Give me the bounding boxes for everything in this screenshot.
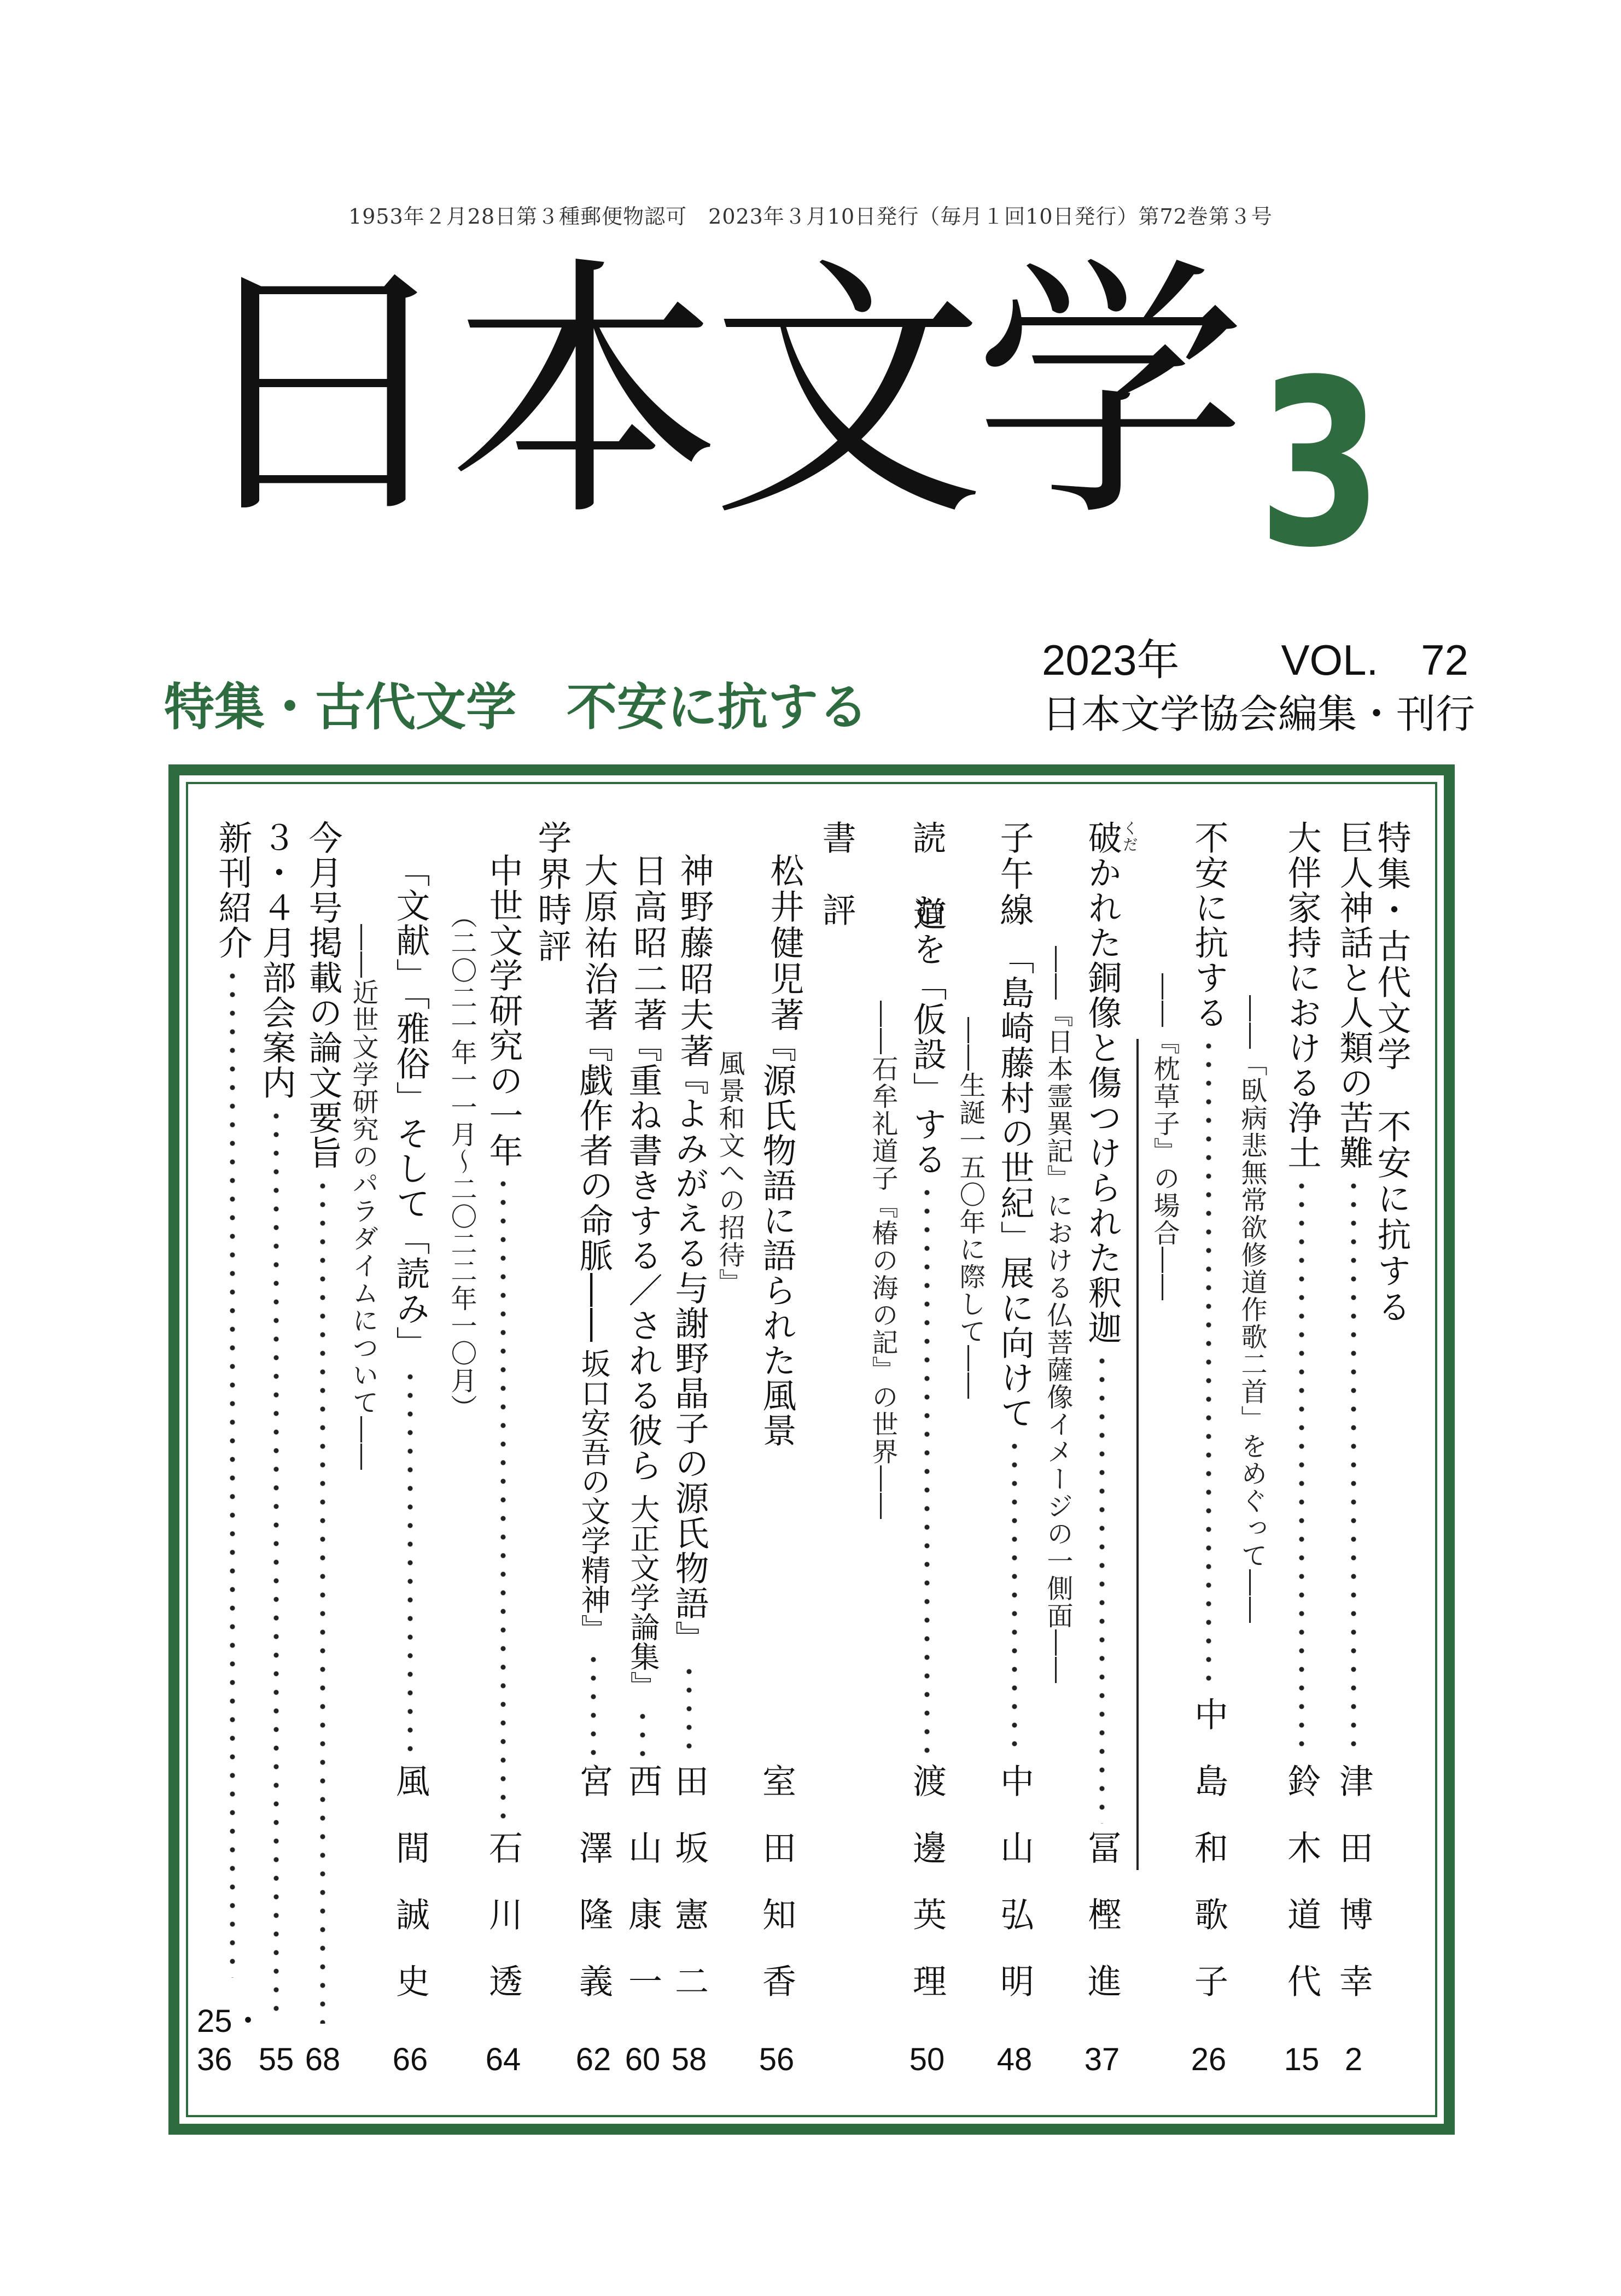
toc-entry-subtitle: ――近世文学研究のパラダイムについて――: [348, 924, 378, 1471]
leader-dots: [639, 1707, 646, 1757]
toc-entry-title: 中世文学研究の一年: [483, 853, 523, 1168]
toc-entry-author: 冨樫進: [1082, 1830, 1122, 2030]
issue-number: 3: [1258, 331, 1383, 598]
leader-dots: [1011, 1437, 1018, 1757]
toc-entry-author: 津田博幸: [1333, 1763, 1374, 2030]
leader-dots: [590, 1650, 597, 1757]
toc-entry-title: 破かれた銅像と傷つけられた釈迦: [1082, 820, 1122, 1345]
toc-entry-author: 風間誠史: [390, 1763, 430, 2030]
toc-entry[interactable]: [891, 897, 963, 2078]
toc-entry-subtitle: （二〇二一年一一月〜二〇二二年一〇月）: [446, 902, 477, 1422]
volume: VOL. 72: [1281, 636, 1468, 684]
toc-entry-title: 『戯作者の命脈――: [574, 1028, 614, 1343]
toc-entry-title: 大伴家持における浄土: [1282, 820, 1322, 1170]
toc-entry-author: 宮澤隆義: [573, 1763, 614, 2030]
toc-section-label: 読 む: [907, 820, 947, 928]
toc-entry-subtitle: 坂口安吾の文学精神』: [576, 1348, 611, 1644]
toc-entry-title: 道を「仮設」する: [907, 897, 947, 1177]
toc-feature-heading: 特集・古代文学 不安に抗する: [1372, 820, 1412, 1325]
toc-entry-page: 56: [759, 2042, 795, 2077]
toc-entry-subtitle: 大正文学論集』: [626, 1494, 660, 1701]
toc-entry-page: 50: [909, 2042, 945, 2077]
toc-entry-page: 48: [996, 2042, 1033, 2077]
toc-entry-author: 渡邊英理: [907, 1763, 947, 2030]
toc-entry[interactable]: [741, 1028, 812, 2078]
leader-dots: [319, 1177, 326, 2024]
toc-entry-author: 中山弘明: [994, 1763, 1035, 2030]
toc-entry-page: 66: [392, 2042, 428, 2077]
toc-entry[interactable]: [1173, 820, 1244, 2078]
toc-entry-title: 今月号掲載の論文要旨: [303, 820, 343, 1170]
toc-entry-page: 15: [1284, 2042, 1320, 2077]
leader-dots: [1205, 1037, 1212, 1690]
toc-entry-title: 巨人神話と人類の苦難: [1334, 820, 1374, 1170]
toc-entry-title: 不安に抗する: [1189, 820, 1229, 1030]
toc-entry-page: 58: [671, 2042, 707, 2077]
postal-notice: 1953年２月28日第３種郵便物認可 2023年３月10日発行（毎月１回10日発行）第72巻第３号: [348, 205, 1273, 229]
toc-entry-title: 『よみがえる与謝野晶子の源氏物語』: [669, 1061, 709, 1656]
toc-entry-subtitle: ――石牟礼道子『椿の海の記』の世界――: [867, 1001, 898, 1520]
toc-entry-page: 60: [625, 2042, 661, 2077]
leader-dots: [1098, 1352, 1106, 1824]
toc-entry-title: ３・４月部会案内: [256, 820, 296, 1100]
year-volume: [1042, 626, 1468, 687]
feature-title: 特集・古代文学 不安に抗する: [164, 678, 869, 737]
toc-entry-page: 37: [1084, 2042, 1120, 2077]
toc-entry[interactable]: [197, 820, 268, 2078]
toc-entry[interactable]: [1266, 820, 1337, 2078]
toc-entry-page: 62: [575, 2042, 611, 2077]
toc-entry[interactable]: [375, 853, 446, 2078]
leader-dots: [406, 1368, 414, 1757]
toc-entry-page: 55: [258, 2042, 294, 2077]
toc-entry-page: 25・36: [197, 2003, 264, 2077]
toc-entry-author: 鈴木道代: [1281, 1763, 1322, 2030]
leader-dots: [1298, 1177, 1305, 1757]
review-book-author: 日高昭二著: [628, 853, 668, 1033]
toc-entry-author: 田坂憲二: [669, 1763, 709, 2030]
toc-entry-page: 68: [305, 2042, 341, 2077]
toc-entry[interactable]: [979, 940, 1050, 2078]
review-book-author: 松井健児著: [765, 853, 804, 1033]
toc-section-label: 学界時評: [532, 820, 572, 965]
toc-entry-author: 中島和歌子: [1188, 1697, 1229, 2030]
toc-entry-page: 64: [485, 2042, 521, 2077]
toc-entry-title: 新刊紹介: [213, 820, 253, 960]
toc-entry-title: 『源氏物語に語られた風景: [757, 1028, 797, 1448]
toc-entry[interactable]: [1066, 820, 1138, 2078]
toc-entry-ruby: くだ: [1121, 820, 1139, 853]
toc-entry-page: 26: [1191, 2042, 1227, 2077]
magazine-title: 日本文学: [186, 235, 1236, 553]
toc-entry-subtitle: ――生誕一五〇年に際して――: [955, 1017, 986, 1400]
toc-entry-subtitle: ――『日本霊異記』における仏菩薩像イメージの一側面――: [1042, 946, 1073, 1684]
toc-entry-title: 『重ね書きする／される彼ら: [623, 1028, 663, 1483]
review-book-author: 神野藤昭夫著: [674, 853, 714, 1070]
leader-dots: [272, 1107, 280, 2024]
toc-section-label: 子午線: [994, 820, 1034, 928]
leader-dots: [499, 1175, 507, 1824]
toc-entry-author: 室田知香: [756, 1763, 797, 2030]
toc-entry-title: 「島崎藤村の世紀」展に向けて: [995, 940, 1035, 1430]
year: 2023年: [1042, 636, 1180, 684]
toc-entry-author: 西山康一: [622, 1763, 663, 2030]
toc-entry-title: 「文献」「雅俗」そして「読み」: [390, 853, 430, 1361]
publisher: 日本文学協会編集・刊行: [1042, 691, 1476, 737]
leader-dots: [1350, 1177, 1357, 1757]
toc-entry-subtitle: 風景和文への招待』: [714, 1050, 745, 1296]
toc-entry-page: 2: [1344, 2042, 1363, 2077]
leader-dots: [229, 967, 236, 1978]
toc-section-label: 書 評: [817, 820, 856, 928]
review-book-author: 大原祐治著: [579, 853, 619, 1033]
toc-entry-subtitle: ――「臥病悲無常欲修道作歌二首」をめぐって――: [1237, 995, 1267, 1624]
toc-entry[interactable]: [558, 1028, 629, 2078]
toc-entry-author: 石川透: [483, 1830, 523, 2030]
leader-dots: [923, 1183, 931, 1757]
toc-entry-subtitle: ――『枕草子』の場合――: [1149, 973, 1180, 1301]
leader-dots: [685, 1662, 693, 1757]
